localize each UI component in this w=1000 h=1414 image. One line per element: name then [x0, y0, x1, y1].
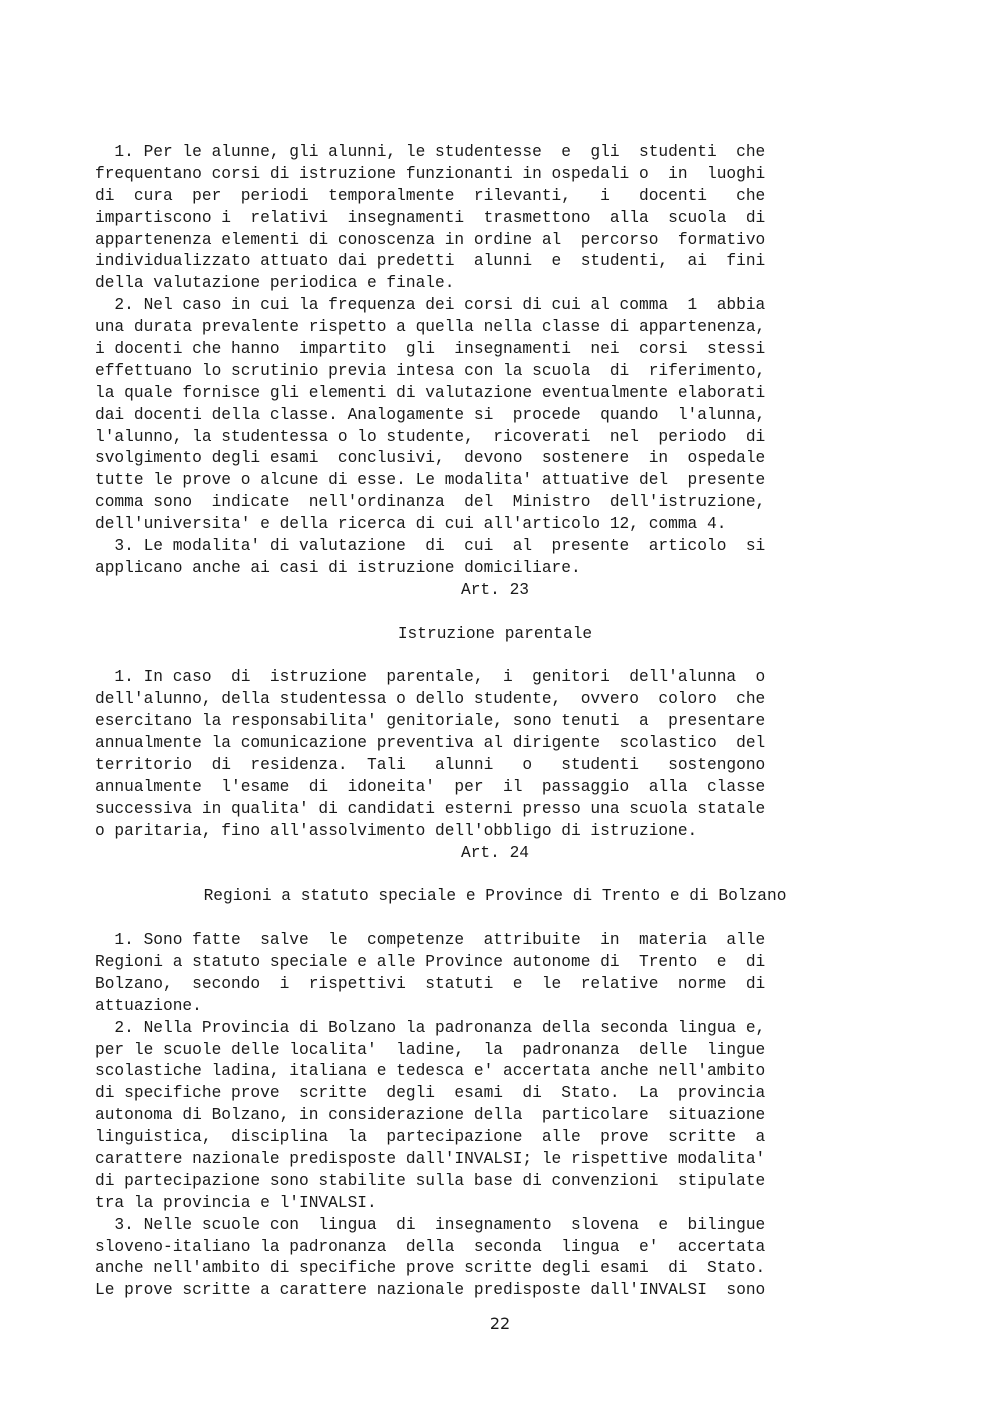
text-line: linguistica, disciplina la partecipazione alle prove scritte a [95, 1128, 766, 1147]
spacer [95, 602, 895, 624]
text-line: esercitano la responsabilita' genitoriale, sono tenuti a presentare [95, 712, 766, 731]
text-line: carattere nazionale predisposte dall'INVALSI; le rispettive modalita' [95, 1149, 766, 1168]
article-title: Regioni a statuto speciale e Province di Trento e di Bolzano [203, 887, 787, 906]
text-line: tra la provincia e l'INVALSI. [95, 1193, 377, 1212]
text-line: dai docenti della classe. Analogamente si procede quando l'alunna, [95, 405, 766, 424]
art24-paragraph-3 [95, 1215, 895, 1303]
spacer [95, 864, 895, 886]
text-line: comma sono indicate nell'ordinanza del Ministro dell'istruzione, [95, 493, 766, 512]
text-line: di partecipazione sono stabilite sulla base di convenzioni stipulate [95, 1171, 766, 1190]
document-body [95, 142, 895, 1302]
text-line: anche nell'ambito di specifiche prove scritte degli esami di Stato. [95, 1259, 766, 1278]
page-number: 22 [489, 1314, 511, 1333]
text-line: o paritaria, fino all'assolvimento dell'obbligo di istruzione. [95, 821, 698, 840]
art22-paragraph-3 [95, 536, 895, 580]
text-line: Le prove scritte a carattere nazionale predisposte dall'INVALSI sono [95, 1281, 766, 1300]
text-line: impartiscono i relativi insegnamenti trasmettono alla scuola di [95, 208, 766, 227]
text-line: 1. In caso di istruzione parentale, i genitori dell'alunna o [95, 668, 766, 687]
article-number: Art. 23 [461, 580, 529, 599]
text-line: Regioni a statuto speciale e alle Province autonome di Trento e di [95, 952, 766, 971]
art22-paragraph-2 [95, 295, 895, 536]
article-title: Istruzione parentale [397, 624, 593, 643]
text-line: dell'alunno, della studentessa o dello studente, ovvero coloro che [95, 690, 766, 709]
article-number: Art. 24 [461, 843, 529, 862]
text-line: effettuano lo scrutinio previa intesa con la scuola di riferimento, [95, 361, 766, 380]
text-line: Bolzano, secondo i rispettivi statuti e le relative norme di [95, 974, 766, 993]
text-line: frequentano corsi di istruzione funzionanti in ospedali o in luoghi [95, 164, 766, 183]
text-line: scolastiche ladina, italiana e tedesca e' accertata anche nell'ambito [95, 1062, 766, 1081]
spacer [95, 908, 895, 930]
text-line: applicano anche ai casi di istruzione domiciliare. [95, 558, 581, 577]
text-line: autonoma di Bolzano, in considerazione della particolare situazione [95, 1106, 766, 1125]
text-line: per le scuole delle localita' ladine, la padronanza delle lingue [95, 1040, 766, 1059]
text-line: individualizzato attuato dai predetti alunni e studenti, ai fini [95, 252, 766, 271]
text-line: i docenti che hanno impartito gli insegnamenti nei corsi stessi [95, 340, 766, 359]
text-line: territorio di residenza. Tali alunni o studenti sostengono [95, 755, 766, 774]
text-line: 1. Sono fatte salve le competenze attribuite in materia alle [95, 931, 766, 950]
text-line: successiva in qualita' di candidati esterni presso una scuola statale [95, 799, 766, 818]
text-line: 3. Nelle scuole con lingua di insegnamento slovena e bilingue [95, 1215, 766, 1234]
art24-paragraph-1 [95, 930, 895, 1018]
text-line: l'alunno, la studentessa o lo studente, ricoverati nel periodo di [95, 427, 766, 446]
text-line: attuazione. [95, 996, 202, 1015]
text-line: 2. Nel caso in cui la frequenza dei corsi di cui al comma 1 abbia [95, 296, 766, 315]
text-line: della valutazione periodica e finale. [95, 274, 455, 293]
text-line: appartenenza elementi di conoscenza in ordine al percorso formativo [95, 230, 766, 249]
text-line: una durata prevalente rispetto a quella nella classe di appartenenza, [95, 318, 766, 337]
text-line: tutte le prove o alcune di esse. Le modalita' attuative del presente [95, 471, 766, 490]
text-line: annualmente la comunicazione preventiva al dirigente scolastico del [95, 734, 766, 753]
text-line: di specifiche prove scritte degli esami di Stato. La provincia [95, 1084, 766, 1103]
text-line: di cura per periodi temporalmente rilevanti, i docenti che [95, 186, 766, 205]
art23-paragraph-1 [95, 667, 895, 842]
text-line: 3. Le modalita' di valutazione di cui al presente articolo si [95, 537, 766, 556]
text-line: dell'universita' e della ricerca di cui all'articolo 12, comma 4. [95, 515, 727, 534]
art22-paragraph-1 [95, 142, 895, 295]
text-line: la quale fornisce gli elementi di valutazione eventualmente elaborati [95, 383, 766, 402]
spacer [95, 645, 895, 667]
text-line: 2. Nella Provincia di Bolzano la padronanza della seconda lingua e, [95, 1018, 766, 1037]
art24-paragraph-2 [95, 1018, 895, 1215]
text-line: sloveno-italiano la padronanza della seconda lingua e' accertata [95, 1237, 766, 1256]
text-line: 1. Per le alunne, gli alunni, le studentesse e gli studenti che [95, 143, 766, 161]
text-line: svolgimento degli esami conclusivi, devono sostenere in ospedale [95, 449, 766, 468]
text-line: annualmente l'esame di idoneita' per il passaggio alla classe [95, 777, 766, 796]
